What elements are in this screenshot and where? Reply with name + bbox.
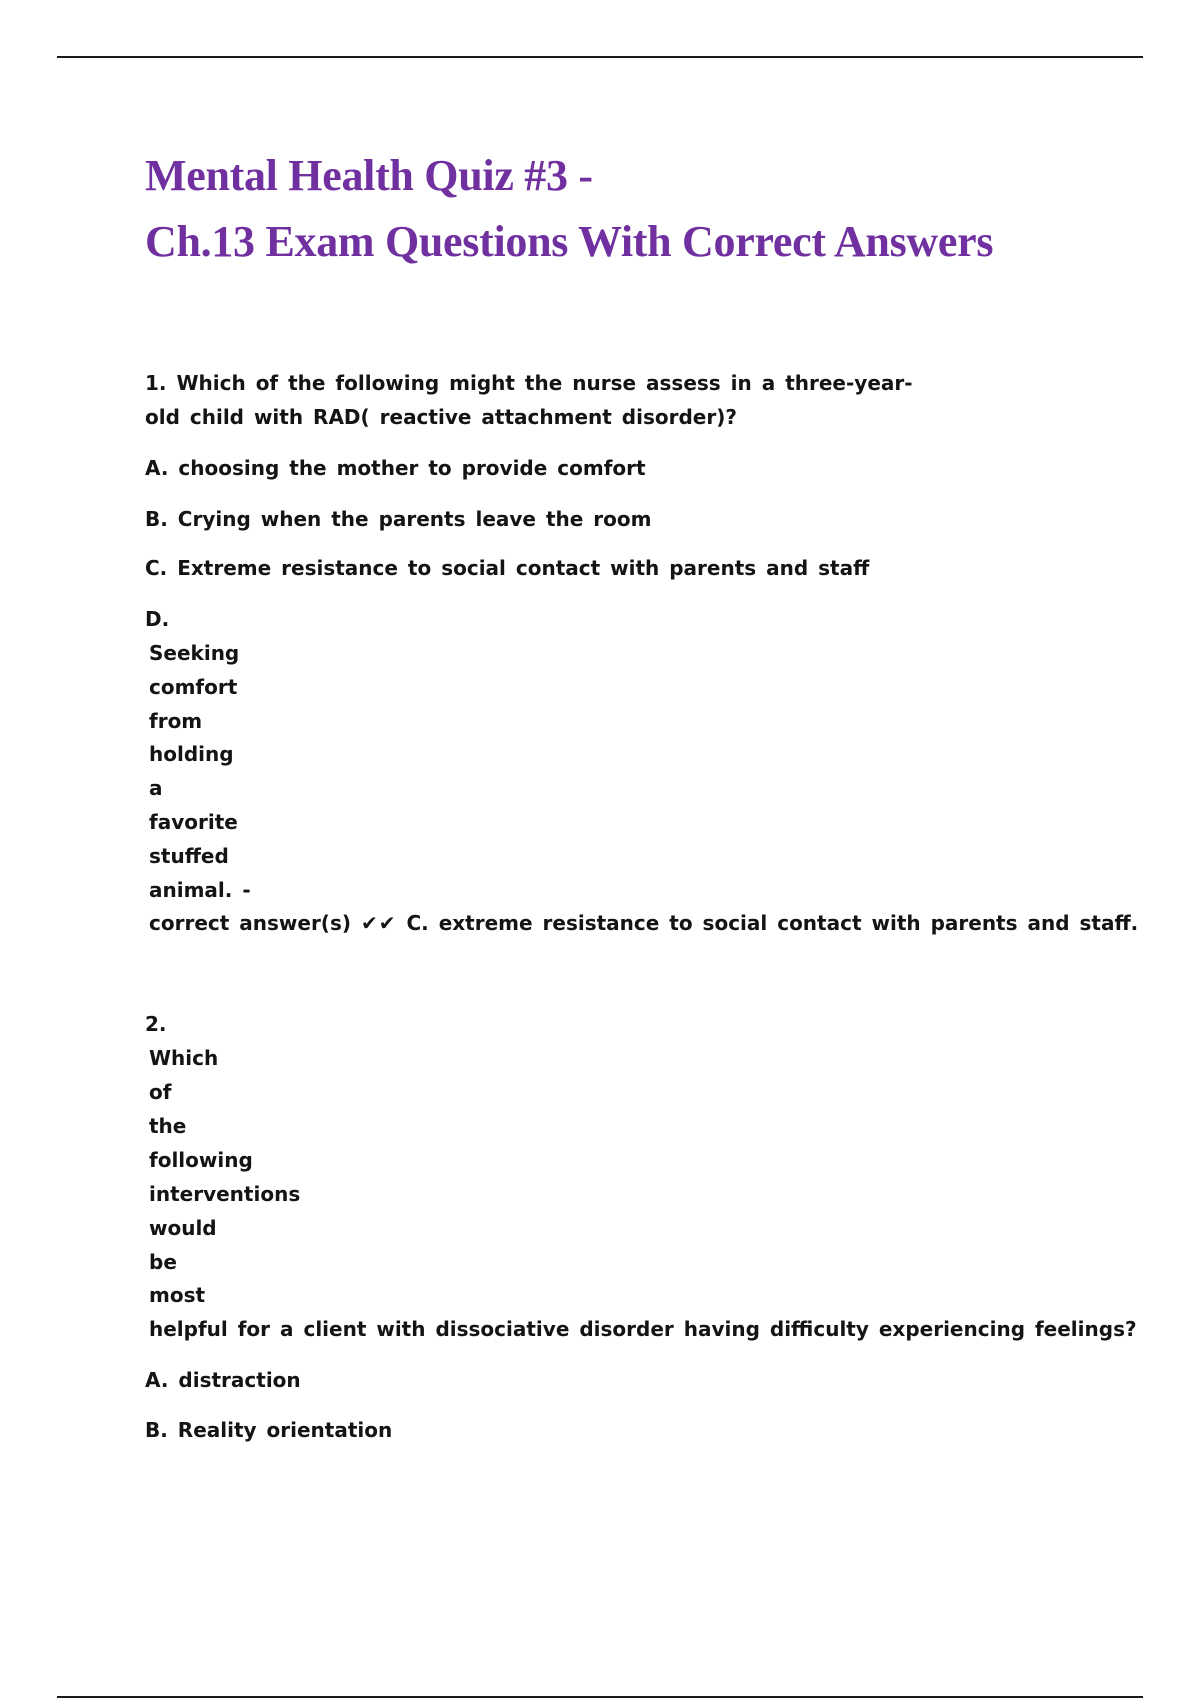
- question-2-word: of: [149, 1080, 172, 1104]
- question-1-option-d-label: D.: [145, 607, 170, 631]
- question-1-text-line-2: old child with RAD( reactive attachment disorder)?: [145, 405, 737, 429]
- question-2-word: would: [149, 1216, 217, 1240]
- question-2-option-a: A. distraction: [145, 1368, 301, 1392]
- document-title: [145, 143, 993, 275]
- question-1-option-d-word: Seeking: [149, 641, 240, 665]
- question-2-option-b: B. Reality orientation: [145, 1418, 393, 1442]
- double-check-icon: ✔✔: [360, 911, 397, 935]
- question-1-option-b: B. Crying when the parents leave the room: [145, 507, 652, 531]
- answer-label: correct answer(s): [149, 911, 351, 935]
- question-1-answer: [149, 910, 1138, 936]
- question-2-word: be: [149, 1250, 177, 1274]
- question-2-word: interventions: [149, 1182, 301, 1206]
- title-line-1: Mental Health Quiz #3 -: [145, 151, 593, 200]
- answer-text: C. extreme resistance to social contact with parents and staff.: [406, 911, 1139, 935]
- question-2-text-tail: helpful for a client with dissociative disorder having difficulty experiencing feelings?: [149, 1317, 1137, 1341]
- question-2-label: 2.: [145, 1012, 167, 1036]
- question-1-option-d-word: holding: [149, 742, 234, 766]
- question-1-option-a: A. choosing the mother to provide comfort: [145, 456, 646, 480]
- question-1-option-d-word: comfort: [149, 675, 238, 699]
- question-1-option-c: C. Extreme resistance to social contact with parents and staff: [145, 556, 870, 580]
- question-1-option-d-word: a: [149, 776, 163, 800]
- question-1-option-d-word: animal. -: [149, 878, 251, 902]
- question-2-word: most: [149, 1283, 206, 1307]
- question-1-option-d-word: stuffed: [149, 844, 229, 868]
- question-2-word: following: [149, 1148, 253, 1172]
- question-1-option-d-word: favorite: [149, 810, 238, 834]
- bottom-rule: [57, 1696, 1143, 1698]
- question-2-word: Which: [149, 1046, 219, 1070]
- question-1-text-line-1: 1. Which of the following might the nurse assess in a three-year-: [145, 371, 913, 395]
- title-line-2: Ch.13 Exam Questions With Correct Answers: [145, 217, 994, 266]
- question-1-option-d-word: from: [149, 709, 203, 733]
- top-rule: [57, 56, 1143, 58]
- question-2-word: the: [149, 1114, 187, 1138]
